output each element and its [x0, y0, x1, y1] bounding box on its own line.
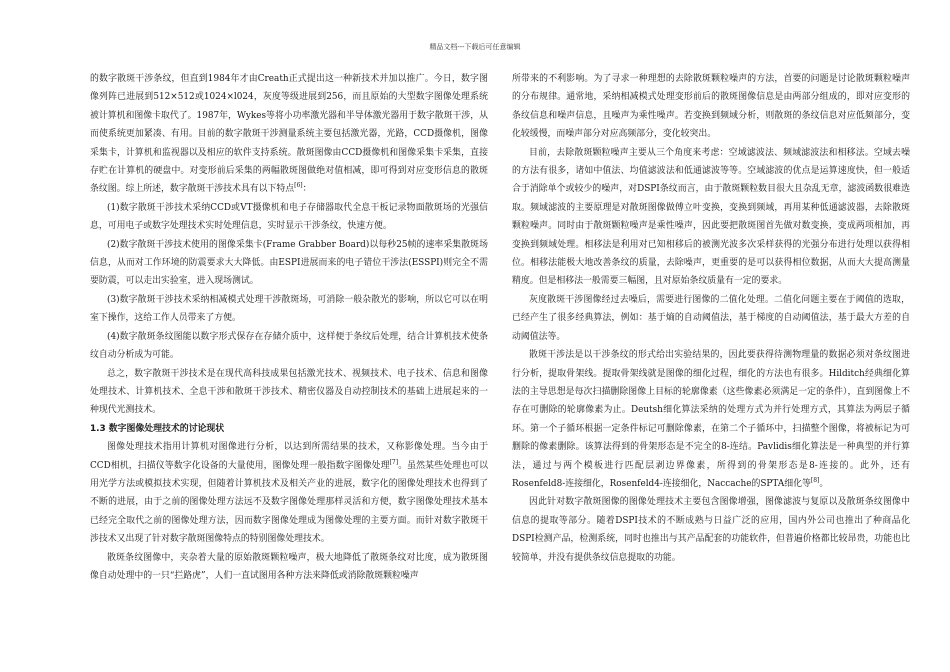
section-heading: 1.3 数字图像处理技术的讨论现状: [90, 423, 225, 434]
paragraph: 目前，去除散斑颗粒噪声主要从三个角度来考虑：空域滤波法、频域滤波法和相移法。空域去噪的方法有很多，诸如中值法、均值滤波法和低通滤波等等。空域滤波的优点是运算速度快，但一般适合于消除单个或较少的噪声，对DSPI条纹而言，由于散斑颗粒数目很大且杂乱无章，滤波函数很难选取。频域滤波的主要原理是对散斑图像做傅立叶变换，变换到频域，再用某种低通滤波器，去除散斑颗粒噪声。同时由于散斑颗粒噪声是乘性噪声，因此要把散斑图首先做对数变换，变成两项相加，再变换到频域处理。相移法是利用对已知相移后的被测光波多次采样获得的光强分布进行处理以获得相位。相移法能极大地改善条纹的质量，去除噪声，更重要的是可以获得相位数据，从而大大提高测量精度。但是相移法一般需要三幅图，且对原始条纹质量有一定的要求。: [512, 147, 910, 287]
list-item: (1)数字散斑干涉技术采纳CCD或VT摄像机和电子存储器取代全息干板记录物面散斑场的光强信息，可用电子或数字处理技术实时处理信息，实时显示干涉条纹，快速方便。: [90, 202, 488, 232]
list-item: (4)数字散斑条纹图能以数字形式保存在存储介质中，这样便于条纹后处理，结合计算机技术使条纹自动分析成为可能。: [90, 331, 488, 361]
list-item: (2)数字散斑干涉技术使用的图像采集卡(Frame Grabber Board)以每秒25帧的速率采集散斑场信息，从而对工作环境的防震要求大大降低。由ESPI进展而来的电子错位干涉法(ESSPI)则完全不需要防震，可以走出实验室，进入现场测试。: [90, 239, 488, 287]
paragraph: 的数字散斑干涉条纹，但直到1984年才由Creath正式提出这一种新技术并加以推广。今日，数字图像列阵已进展到512×512或1024×l024，灰度等级进展到256，而且原始的大型数字图像处理系统被计算机和图像卡取代了。1987年，Wykes等将小功率激光器和半导体激光器用于数字散斑干涉，从而使系统更加紧凑、有用。目前的数字散斑干涉测量系统主要包括激光器，光路，CCD摄像机，图像采集卡，计算机和监视器以及相应的软件支持系统。散斑图像由CCD摄像机和图像采集卡采集，直接存贮在计算机的硬盘中。对变形前后采集的两幅散斑图做绝对值相减，即可得到对应变形信息的散斑条纹图。综上所述，数字散斑干涉技术具有以下特点[6]：: [90, 74, 488, 195]
paragraph: 总之，数字散斑干涉技术是在现代高科技成果包括激光技术、视频技术、电子技术、信息和图像处理技术、计算机技术、全息干涉和散斑干涉技术、精密仪器及自动控制技术的基础上进展起来的一种现代光测技术。: [90, 368, 488, 416]
paragraph: 因此针对数字散斑图像的图像处理技术主要包含图像增强，图像滤波与复原以及散斑条纹图像中信息的提取等部分。随着DSPI技术的不断成熟与日益广泛的应用，国内外公司也推出了种商品化DSPI检测产品，检测系统，同时也推出与其产品配套的功能软件，但普遍价格都比较昂贵，功能也比较简单，并没有提供条纹信息提取的功能。: [512, 497, 910, 563]
paragraph: 所带来的不利影响。为了寻求一种理想的去除散斑颗粒噪声的方法，首要的问题是讨论散斑颗粒噪声的分布规律。通常地，采纳相减模式处理变形前后的散斑图像信息是由两部分组成的，即对应变形的条纹信息和噪声信息，且噪声为乘性噪声。若变换到频域分析，则散斑的条纹信息对应低频部分，变化较缓慢，而噪声部分对应高频部分，变化较突出。: [512, 74, 910, 140]
paragraph: 图像处理技术指用计算机对图像进行分析，以达到所需结果的技术，又称影像处理。当今由于CCD相机，扫描仪等数字化设备的大量使用，图像处理一般指数字图像处理[7]。虽然某些处理也可以用光学方法或模拟技术实现，但随着计算机技术及相关产业的进展，数字化的图像处理技术也得到了不断的进展，由于之前的图像处理方法远不及数字图像处理那样灵活和方便，数字图像处理技术基本已经完全取代之前的图像处理方法，因而数字图像处理成为图像处理的主要方面。而针对数字散斑干涉技术又出现了针对数字散斑图像特点的特别图像处理技术。: [90, 442, 488, 545]
citation: [6]: [294, 182, 303, 190]
left-column: [90, 70, 488, 585]
list-item: (3)数字散斑干涉技术采纳相减模式处理干涉散斑场，可消除一般杂散光的影响，所以它可以在明室下操作，这给工作人员带来了方便。: [90, 294, 488, 324]
paragraph: 散斑干涉法是以干涉条纹的形式给出实验结果的，因此要获得待测物理量的数据必须对条纹图进行分析，提取骨架线。提取骨架线就是图像的细化过程，细化的方法也有很多。Hilditch经典细化算法的主导思想是每次扫描删除图像上目标的轮廓像素（这些像素必须满足一定的条件），直到图像上不存在可删除的轮廓像素为止。Deutsh细化算法采纳的处理方式为并行处理方式，其算法为两层子循环。第一个子循环根据一定条件标记可删除像素，在第二个子循环中，扫描整个图像，将被标记为可删除的像素删除。该算法得到的骨架形态是不完全的8-连结。Pavlidis细化算法是一种典型的并行算法，通过与两个模板进行匹配层剥边界像素，所得到的骨架形态是8-连接的。此外，还有Rosenfeld8-连接细化，Rosenfeld4-连接细化，Naccache的SPTA细化等[8]。: [512, 350, 910, 489]
citation: [7]: [389, 458, 399, 466]
paragraph: 灰度散斑干涉图像经过去噪后，需要进行图像的二值化处理。二值化问题主要在于阈值的选取，已经产生了很多经典算法，例如：基于熵的自动阈值法，基于梯度的自动阈值法，基于最大方差的自动阈值法等。: [512, 294, 910, 342]
page-header: 精品文档---下载后可任意编辑: [429, 43, 521, 51]
right-column: [512, 70, 910, 567]
citation: [8]: [810, 476, 820, 484]
paragraph: 散斑条纹图像中，夹杂着大量的原始散斑颗粒噪声，极大地降低了散斑条纹对比度，成为散斑图像自动处理中的一只“拦路虎”，人们一直试图用各种方法来降低或消除散斑颗粒噪声: [90, 552, 488, 581]
